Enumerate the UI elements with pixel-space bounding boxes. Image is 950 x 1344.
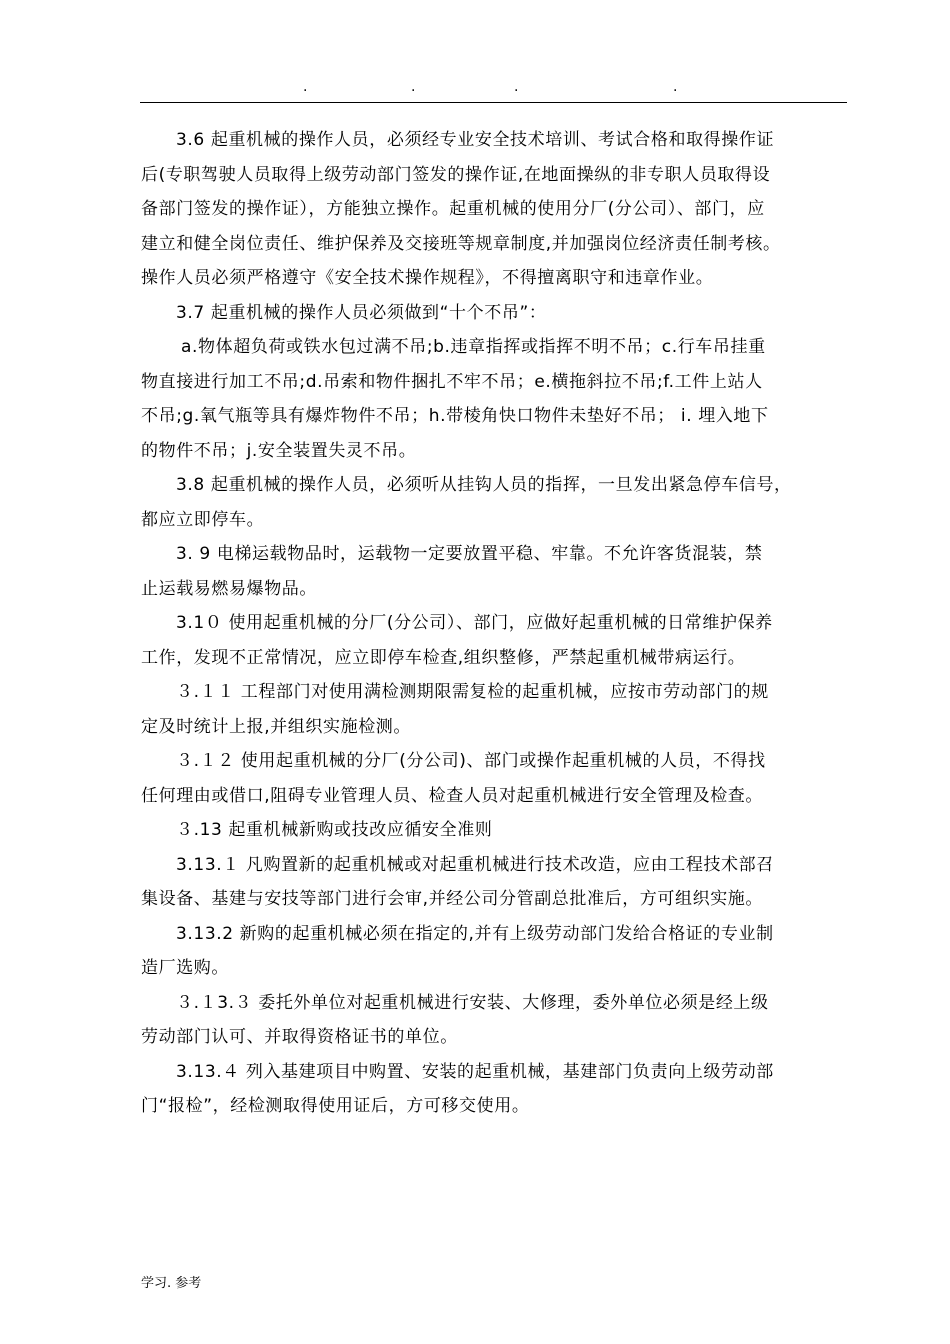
paragraph-3-13-2	[141, 917, 853, 986]
text-line: 3.7 起重机械的操作人员必须做到“十个不吊”：	[176, 302, 547, 323]
text-line: 止运载易燃易爆物品。	[141, 578, 317, 599]
text-line: 3.13.４ 列入基建项目中购置、安装的起重机械，基建部门负责向上级劳动部	[176, 1061, 774, 1082]
text-line: 的物件不吊；j.安全装置失灵不吊。	[141, 440, 417, 461]
text-line: 劳动部门认可、并取得资格证书的单位。	[141, 1027, 458, 1047]
header-dot: .	[514, 79, 519, 95]
text-line: 3.1０ 使用起重机械的分厂(分公司）、部门，应做好起重机械的日常维护保养	[176, 613, 773, 633]
text-line: ３.１3.３ 委托外单位对起重机械进行安装、大修理，委外单位必须是经上级	[176, 992, 769, 1013]
paragraph-3-12	[141, 744, 853, 813]
paragraph-3-8	[141, 468, 853, 537]
text-line: 备部门签发的操作证），方能独立操作。起重机械的使用分厂(分公司）、部门，应	[141, 199, 765, 219]
text-line: 定及时统计上报,并组织实施检测。	[141, 716, 412, 737]
header-dot: .	[411, 79, 416, 95]
page-header-dots	[0, 80, 950, 96]
paragraph-3-10	[141, 606, 853, 675]
text-line: ３.１２ 使用起重机械的分厂(分公司)、部门或操作起重机械的人员，不得找	[176, 751, 766, 771]
text-line: 物直接进行加工不吊;d.吊索和物件捆扎不牢不吊；e.横拖斜拉不吊;f.工件上站人	[141, 371, 763, 392]
text-line: 后(专职驾驶人员取得上级劳动部门签发的操作证,在地面操纵的非专职人员取得设	[141, 164, 771, 185]
header-rule	[140, 102, 847, 103]
text-line: 3. 9 电梯运载物品时，运载物一定要放置平稳、牢靠。不允许客货混装，禁	[176, 544, 763, 564]
text-line: 都应立即停车。	[141, 509, 265, 530]
text-line: 门“报检”，经检测取得使用证后，方可移交使用。	[141, 1096, 530, 1116]
text-line: 操作人员必须严格遵守《安全技术操作规程》，不得擅离职守和违章作业。	[141, 268, 714, 288]
text-line: 3.8 起重机械的操作人员，必须听从挂钩人员的指挥，一旦发出紧急停车信号，	[176, 475, 792, 495]
text-line: 不吊;g.氧气瓶等具有爆炸物件不吊；h.带棱角快口物件未垫好不吊； i. 埋入地下	[141, 406, 769, 426]
paragraph-3-13-3	[141, 986, 853, 1055]
text-line: 建立和健全岗位责任、维护保养及交接班等规章制度,并加强岗位经济责任制考核。	[141, 233, 781, 254]
paragraph-3-13-heading	[141, 813, 853, 848]
header-dot: .	[303, 79, 308, 95]
text-line: 3.6 起重机械的操作人员，必须经专业安全技术培训、考试合格和取得操作证	[176, 130, 775, 150]
paragraph-3-13-1	[141, 848, 853, 917]
text-line: a.物体超负荷或铁水包过满不吊;b.违章指挥或指挥不明不吊；c.行车吊挂重	[181, 337, 766, 357]
text-line: 3.13.2 新购的起重机械必须在指定的,并有上级劳动部门发给合格证的专业制	[176, 923, 774, 944]
text-line: 集设备、基建与安技等部门进行会审,并经公司分管副总批准后，方可组织实施。	[141, 889, 764, 909]
text-line: 3.13.１ 凡购置新的起重机械或对起重机械进行技术改造，应由工程技术部召	[176, 854, 774, 875]
header-dot: .	[673, 79, 678, 95]
text-line: 造厂选购。	[141, 958, 229, 978]
paragraph-ten-rules	[141, 330, 853, 468]
page-footer: 学习. 参考	[141, 1276, 202, 1291]
text-line: ３.１１ 工程部门对使用满检测期限需复检的起重机械，应按市劳动部门的规	[176, 682, 769, 702]
paragraph-3-6	[141, 123, 853, 296]
paragraph-3-9	[141, 537, 853, 606]
section-heading: ３.13 起重机械新购或技改应循安全准则	[176, 820, 493, 840]
text-line: 任何理由或借口,阻碍专业管理人员、检查人员对起重机械进行安全管理及检查。	[141, 785, 764, 806]
paragraph-3-13-4	[141, 1055, 853, 1124]
paragraph-3-11	[141, 675, 853, 744]
text-line: 工作，发现不正常情况，应立即停车检查,组织整修，严禁起重机械带病运行。	[141, 647, 746, 668]
document-body	[141, 123, 853, 1124]
paragraph-3-7	[141, 296, 853, 331]
